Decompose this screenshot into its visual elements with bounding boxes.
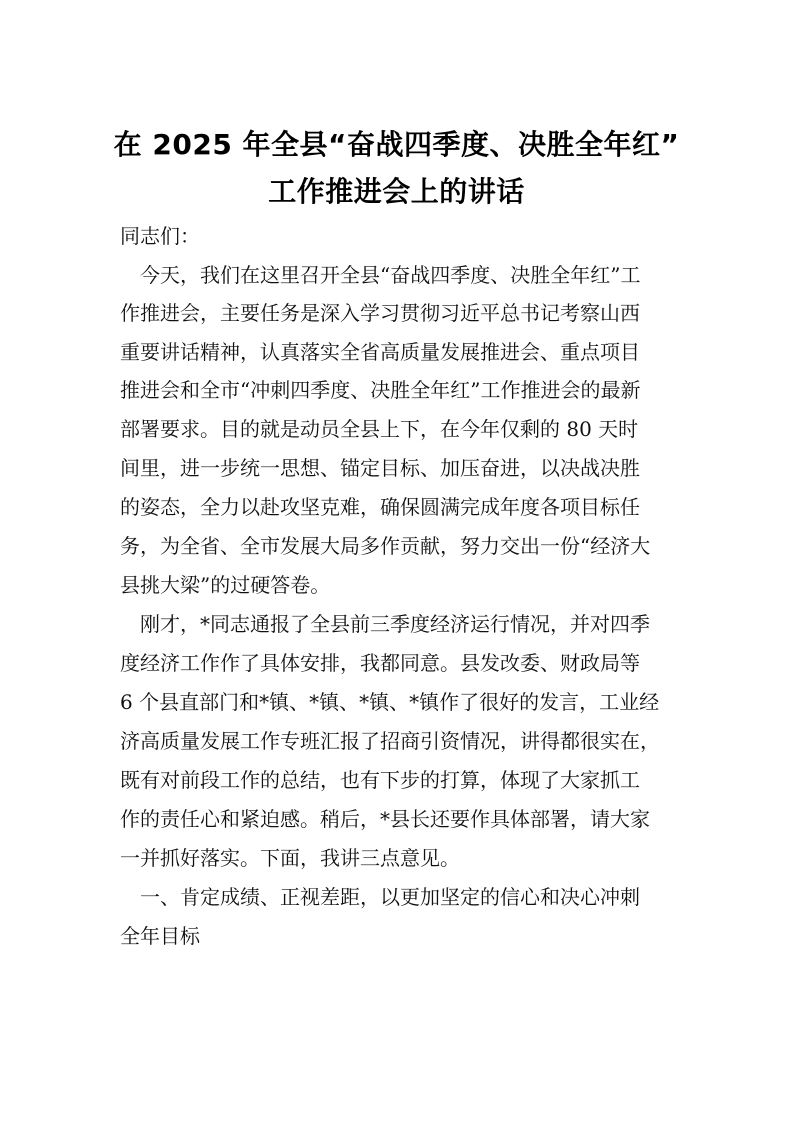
body-line: 刚才，*同志通报了全县前三季度经济运行情况，并对四季 xyxy=(140,612,650,636)
body-line: 的姿态，全力以赴攻坚克难，确保圆满完成年度各项目标任 xyxy=(120,495,640,519)
body-line: 作推进会，主要任务是深入学习贯彻习近平总书记考察山西 xyxy=(120,301,640,325)
section-heading-line: 全年目标 xyxy=(120,924,200,948)
body-line: 度经济工作作了具体安排，我都同意。县发改委、财政局等 xyxy=(120,651,640,675)
document-title-line-2: 工作推进会上的讲话 xyxy=(268,175,525,208)
body-line: 推进会和全市“冲刺四季度、决胜全年红”工作推进会的最新 xyxy=(120,378,641,402)
body-line: 同志们： xyxy=(120,224,200,248)
body-line: 作的责任心和紧迫感。稍后，*县长还要作具体部署，请大家 xyxy=(120,807,650,831)
section-heading-line: 一、肯定成绩、正视差距，以更加坚定的信心和决心冲刺 xyxy=(140,885,640,909)
body-line: 一并抓好落实。下面，我讲三点意见。 xyxy=(120,846,460,870)
body-line: 县挑大梁”的过硬答卷。 xyxy=(120,573,331,597)
document-title-line-1: 在 2025 年全县“奋战四季度、决胜全年红” xyxy=(113,128,680,161)
body-line: 今天，我们在这里召开全县“奋战四季度、决胜全年红”工 xyxy=(140,263,641,287)
body-line: 既有对前段工作的总结，也有下步的打算，体现了大家抓工 xyxy=(120,768,640,792)
body-line: 济高质量发展工作专班汇报了招商引资情况，讲得都很实在， xyxy=(120,729,660,753)
body-line: 务，为全省、全市发展大局多作贡献，努力交出一份“经济大 xyxy=(120,534,651,558)
body-line: 间里，进一步统一思想、锚定目标、加压奋进，以决战决胜 xyxy=(120,456,640,480)
body-line: 重要讲话精神，认真落实全省高质量发展推进会、重点项目 xyxy=(120,340,640,364)
body-line: 6 个县直部门和*镇、*镇、*镇、*镇作了很好的发言，工业经 xyxy=(120,690,660,714)
body-line: 部署要求。目的就是动员全县上下，在今年仅剩的 80 天时 xyxy=(120,417,639,441)
